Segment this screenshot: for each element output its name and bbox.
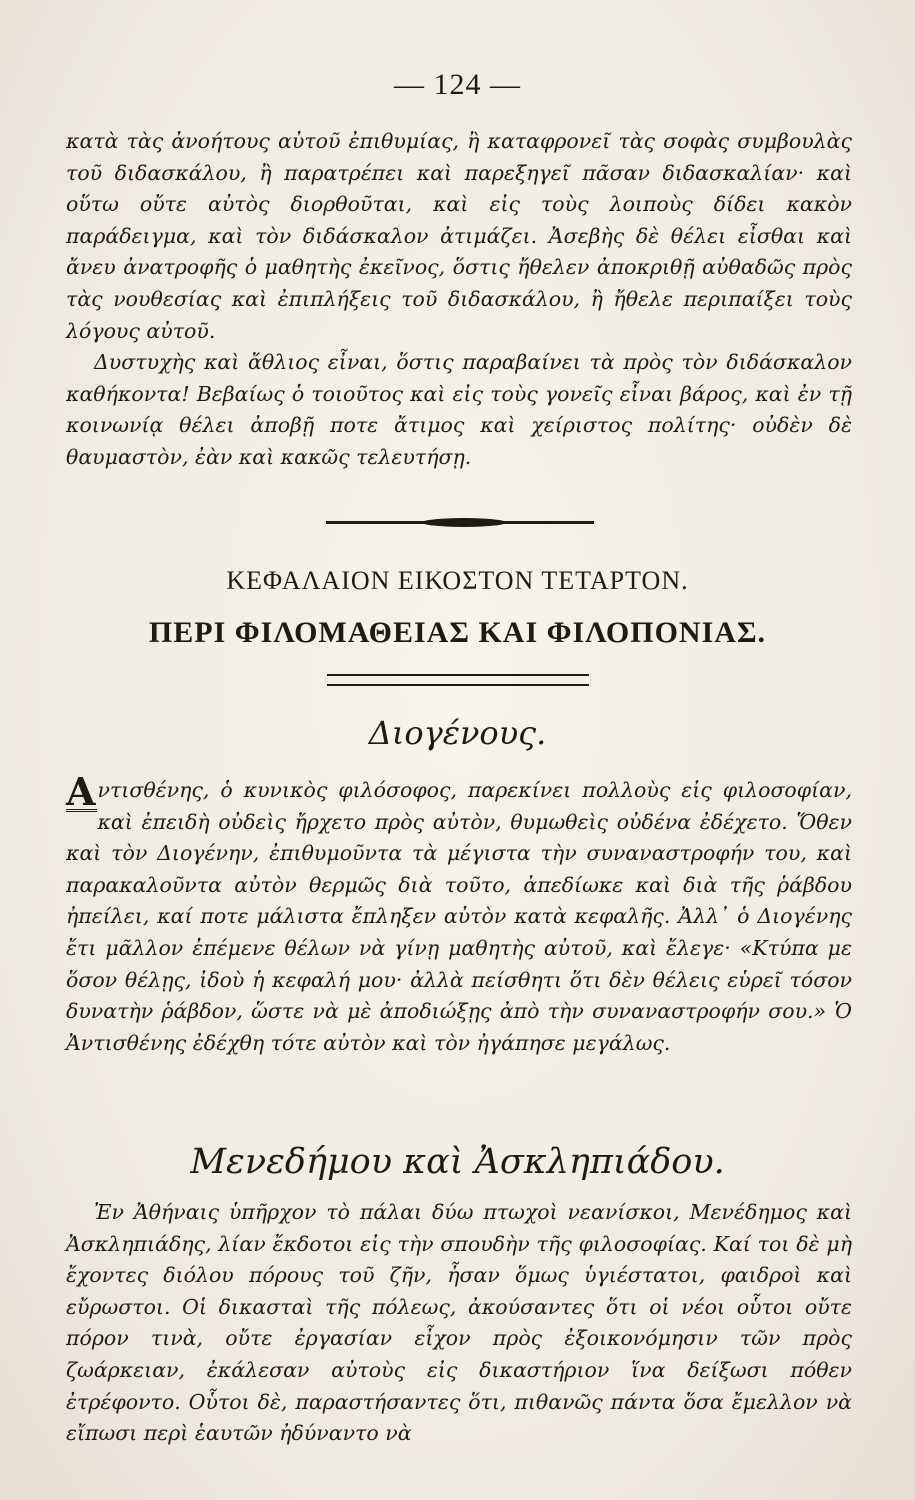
paragraph-text: ντισθένης, ὁ κυνικὸς φιλόσοφος, παρεκίνει πολλοὺς εἰς φιλοσοφίαν, καὶ ἐπειδὴ οὐδεὶς ἤρχετο πρὸς αὐτὸν, θυμωθεὶς οὐδένα ἐδέχετο. Ὅθεν καὶ τὸν Διογένην, ἐπιθυμοῦντα τὰ μέγιστα τὴν συναναστροφήν του, καὶ παρακαλοῦντα αὐτὸν θερμῶς διὰ τοῦτο, ἀπεδίωκε καὶ διὰ τῆς ῥάβδου ἠπείλει, καί ποτε μάλιστα ἔπληξεν αὐτὸν κατὰ κεφαλῆς. Ἀλλ᾽ ὁ Διογένης ἔτι μᾶλλον ἐπέμενε θέλων νὰ γίνῃ μαθητὴς αὐτοῦ, καὶ ἔλεγε· «Κτύπα με ὅσον θέλῃς, ἰδοὺ ἡ κεφαλή μου· ἀλλὰ πείσθητι ὅτι δὲν θέλεις εὑρεῖ τόσον δυνατὴν ῥάβδον, ὥστε νὰ μὲ ἀποδιώξῃς ἀπὸ τὴν συναναστροφήν σου.» Ὁ Ἀντισθένης ἐδέχθη τότε αὐτὸν καὶ τὸν ἠγάπησε μεγάλως. — [66, 778, 852, 1055]
section-title-menedemos: Μενεδήμου καὶ Ἀσκληπιάδου. — [190, 1142, 725, 1182]
text-block-top — [66, 126, 852, 474]
page-number: — 124 — — [394, 68, 521, 101]
text-block-menedemos — [66, 1197, 852, 1450]
paragraph: Ἐν Ἀθήναις ὑπῆρχον τὸ πάλαι δύω πτωχοὶ νεανίσκοι, Μενέδημος καὶ Ἀσκληπιάδης, λίαν ἔκδοτοι εἰς τὴν σπουδὴν τῆς φιλοσοφίας. Καί τοι δὲ μὴ ἔχοντες διόλου πόρους τοῦ ζῆν, ἦσαν ὅμως ὑγιέστατοι, φαιδροὶ καὶ εὔρωστοι. Οἱ δικασταὶ τῆς πόλεως, ἀκούσαντες ὅτι οἱ νέοι οὗτοι οὔτε πόρον τινὰ, οὔτε ἐργασίαν εἶχον πρὸς ἐξοικονόμησιν τῶν πρὸς ζωάρκειαν, ἐκάλεσαν αὐτοὺς εἰς δικαστήριον ἵνα δείξωσι πόθεν ἐτρέφοντο. Οὗτοι δὲ, παραστήσαντες ὅτι, πιθανῶς πάντα ὅσα ἔμελλον νὰ εἴπωσι περὶ ἑαυτῶν ἠδύναντο νὰ — [66, 1200, 852, 1446]
dropcap: Α — [66, 769, 96, 814]
chapter-title: ΚΕΦΑΛΑΙΟΝ ΕΙΚΟΣΤΟΝ ΤΕΤΑΡΤΟΝ. — [226, 566, 689, 595]
section-title-diogenes: Διογένους. — [368, 714, 547, 752]
paragraph: Δυστυχὴς καὶ ἄθλιος εἶναι, ὅστις παραβαίνει τὰ πρὸς τὸν διδάσκαλον καθήκοντα! Βεβαίως ὁ τοιοῦτος καὶ εἰς τοὺς γονεῖς εἶναι βάρος, καὶ ἐν τῇ κοινωνίᾳ θέλει ἀποβῇ ποτε ἄτιμος καὶ χείριστος πολίτης· οὐδὲν δὲ θαυμαστὸν, ἐὰν καὶ κακῶς τελευτήσῃ. — [66, 350, 852, 469]
double-rule — [327, 674, 589, 686]
text-block-diogenes — [66, 769, 852, 1059]
chapter-subtitle: ΠΕΡΙ ΦΙΛΟΜΑΘΕΙΑΣ ΚΑΙ ΦΙΛΟΠΟΝΙΑΣ. — [148, 616, 767, 649]
paragraph — [66, 769, 852, 1059]
rule-ornament — [422, 518, 506, 527]
paragraph: κατὰ τὰς ἀνοήτους αὐτοῦ ἐπιθυμίας, ἢ καταφρονεῖ τὰς σοφὰς συμβουλὰς τοῦ διδασκάλου, ἢ παρατρέπει καὶ παρεξηγεῖ πᾶσαν διδασκαλίαν· καὶ οὕτω οὔτε αὐτὸς διορθοῦται, καὶ εἰς τοὺς λοιποὺς δίδει κακὸν παράδειγμα, καὶ τὸν διδάσκαλον ἀτιμάζει. Ἀσεβὴς δὲ θέλει εἶσθαι καὶ ἄνευ ἀνατροφῆς ὁ μαθητὴς ἐκεῖνος, ὅστις ἤθελεν ἀποκριθῇ αὐθαδῶς πρὸς τὰς νουθεσίας καὶ ἐπιπλήξεις τοῦ διδασκάλου, ἢ ἤθελε περιπαίξει τοὺς λόγους αὐτοῦ. — [66, 129, 852, 343]
ornamental-rule — [326, 521, 594, 524]
